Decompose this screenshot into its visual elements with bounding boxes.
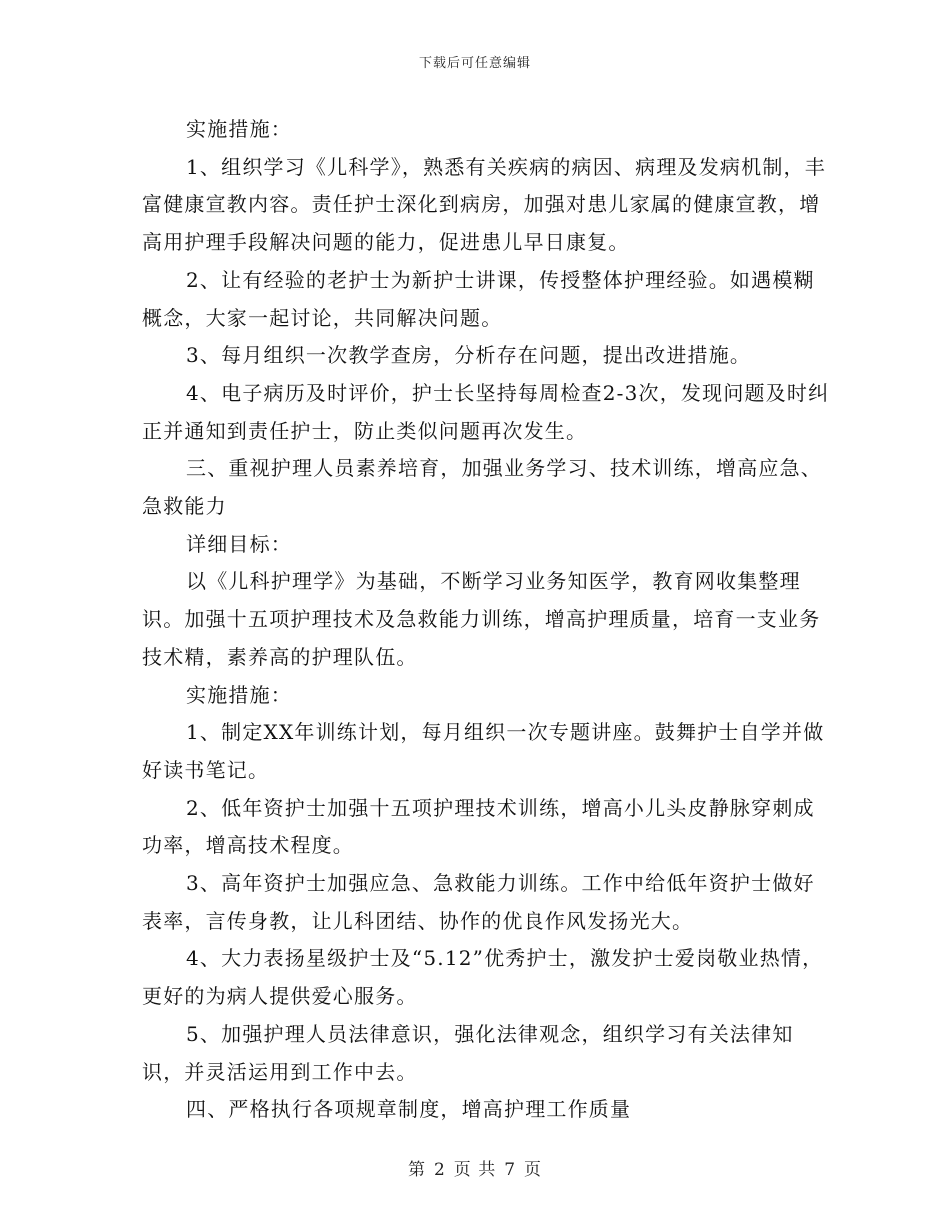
- paragraph: 实施措施：: [186, 117, 292, 141]
- page-footer: [0, 1155, 950, 1180]
- paragraph: 5、加强护理人员法律意识，强化法律观念，组织学习有关法律知识，并灵活运用到工作中去。: [142, 1021, 794, 1084]
- page-header: 下载后可任意编辑: [418, 56, 531, 71]
- paragraph: 4、大力表扬星级护士及“5.12”优秀护士，激发护士爱岗敬业热情，更好的为病人提供爱心服务。: [142, 946, 824, 1009]
- paragraph: 2、低年资护士加强十五项护理技术训练，增高小儿头皮静脉穿刺成功率，增高技术程度。: [142, 795, 815, 858]
- paragraph: 实施措施：: [186, 682, 292, 707]
- paragraph: 3、每月组织一次教学查房，分析存在问题，提出改进措施。: [186, 343, 752, 368]
- paragraph: 1、组织学习《儿科学》，熟悉有关疾病的病因、病理及发病机制，丰富健康宣教内容。责任护士深化到病房，加强对患儿家属的健康宣教，增高用护理手段解决问题的能力，促进患儿早日康复。: [142, 154, 826, 255]
- paragraph: 3、高年资护士加强应急、急救能力训练。工作中给低年资护士做好表率，言传身教，让儿科团结、协作的优良作风发扬光大。: [142, 871, 815, 933]
- paragraph: 以《儿科护理学》为基础，不断学习业务知医学，教育网收集整理识。加强十五项护理技术及急救能力训练，增高护理质量，培育一支业务技术精，素养高的护理队伍。: [142, 569, 821, 669]
- paragraph: 1、制定XX年训练计划，每月组织一次专题讲座。鼓舞护士自学并做好读书笔记。: [142, 720, 825, 782]
- paragraph: 2、让有经验的老护士为新护士讲课，传授整体护理经验。如遇模糊概念，大家一起讨论，共同解决问题。: [142, 267, 815, 330]
- page-mid: 页 共: [453, 1160, 497, 1180]
- page-suffix: 页: [524, 1160, 543, 1180]
- page-label: 第: [407, 1160, 426, 1180]
- document-body: [142, 111, 832, 1129]
- section-heading: 三、重视护理人员素养培育，加强业务学习、技术训练，增高应急、急救能力: [142, 456, 822, 519]
- paragraph: 4、电子病历及时评价，护士长坚持每周检查2-3次，发现问题及时纠正并通知到责任护士，防止类似问题再次发生。: [142, 380, 830, 443]
- page-current: 2: [433, 1160, 446, 1180]
- page-total: 7: [504, 1160, 517, 1180]
- section-heading: 四、严格执行各项规章制度，增高护理工作质量: [186, 1097, 632, 1122]
- paragraph: 详细目标：: [186, 531, 292, 556]
